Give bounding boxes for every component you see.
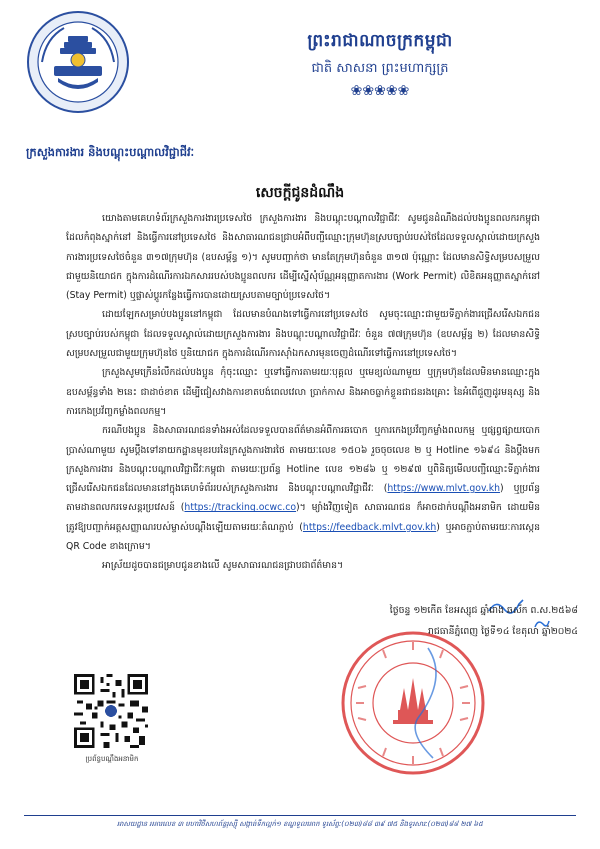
work-permit-term: (Work Permit) — [392, 270, 457, 282]
date-block — [0, 600, 578, 642]
kingdom-header — [160, 30, 600, 99]
header-ornament: ❀❀❀❀❀ — [350, 83, 410, 99]
ministry-logo — [24, 8, 132, 116]
ministry-name: ក្រសួងការងារ និងបណ្តុះបណ្តាលវិជ្ជាជីវៈ — [26, 145, 195, 159]
paragraph-4-end: ) ឬអាចភ្ជាប់តាមរយៈការស្កេន QR Code ខាងក្រោម។ — [66, 521, 540, 553]
kingdom-name: ព្រះរាជាណាចក្រកម្ពុជា — [307, 31, 453, 51]
tracking-link[interactable]: https://tracking.ocwc.co — [184, 502, 297, 514]
paragraph-1-end: ឬផ្លាស់ប្តូរកន្លែងធ្វើការបានដោយស្របតាមច្បាប់ប្រទេសថៃ។ — [129, 290, 331, 302]
hotline-thai: Hotline ១៦៩៤ — [436, 444, 501, 456]
stay-permit-term: (Stay Permit) — [66, 290, 127, 302]
lunar-date: ថ្ងៃចន្ទ ១២កើត ខែអស្សុជ ឆ្នាំរោង ឆស័ក ព.ស.២៥៦៨ — [389, 605, 578, 616]
feedback-link[interactable]: https://feedback.mlvt.gov.kh — [302, 521, 437, 533]
paragraph-5: អាស្រ័យដូចបានជម្រាបជូនខាងលើ សូមសាធារណជនជ្រាបជាព័ត៌មាន។ — [102, 560, 344, 572]
footer-divider — [24, 815, 576, 816]
paragraph-3: ក្រសួងសូមក្រើនរំលឹកដល់បងប្អូន កុំចុះឈ្មោះ ឬទៅធ្វើការតាមរយៈបុគ្គល ឬមេខ្យល់ណាមួយ ឬក្រុមហ៊ុនដែលមិនមានឈ្មោះក្នុងឧបសម្ព័ន្ធទាំង ២នេះ ជាដាច់ខាត ដើម្បីជៀសវាងការខាតបង់ពេលវេលា ប្រាក់កាស និងអាចធ្លាក់ខ្លួនជាជនរងគ្រោះ នៃអំពើជួញដូរមនុស្ស និងការកេងប្រវ័ញ្ចកម្លាំងពលកម្ម។ — [66, 367, 540, 417]
footer-address: អាសយដ្ឋាន អគារលេខ ៣ មហាវិថីសហព័ន្ធរុស្ស៊ី សង្កាត់ទឹកល្អក់១ ខណ្ឌទួលគោក ទូរស័ព្ទ:(០២៣)៨៨ ៣៩ ៧៥ និងទូរសារ:(០២៣)៨៨ ២៧ ៦៥ — [117, 820, 483, 828]
paragraph-2: ដោយឡែកសម្រាប់បងប្អូននៅកម្ពុជា ដែលមានបំណងទៅធ្វើការនៅប្រទេសថៃ សូមចុះឈ្មោះជាមួយទីភ្នាក់ងារជ្រើសរើសឯកជនស្របច្បាប់របស់កម្ពុជា ដែលទទួលស្គាល់ដោយក្រសួងការងារ និងបណ្តុះបណ្តាលវិជ្ជាជីវៈ ចំនួន ៧៧ក្រុមហ៊ុន (ឧបសម្ព័ន្ធ ២) ដែលមានសិទ្ធិសម្របសម្រួលជាមួយក្រុមហ៊ុនថៃ ឬនិយោជក ក្នុងការដំណើរការស៊ាំឯកសារមុនចេញដំណើរទៅធ្វើការនៅប្រទេសថៃ។ — [66, 309, 540, 360]
paragraph-4-start: ករណីបងប្អូន និងសាធារណជនទាំងអស់ដែលទទួលបានព័ត៌មានអំពីការឆបោក ឬការកេងប្រវ័ញ្ចកម្លាំងពលកម្ម ឬផ្សព្វផ្សាយបោកប្រាស់ណាមួយ សូមប្តឹងទៅនាយកដ្ឋានមុខរបរនៃក្រសួងការងារថៃ តាមរយៈលេខ ១៥០៦ រួចចុចលេខ ២ ឬ — [66, 425, 540, 456]
paragraph-1-mid: លិខិតអនុញ្ញាតស្នាក់នៅ — [460, 270, 540, 282]
paragraph-4-mid2: ឬពិនិត្យមើលបញ្ជីឈ្មោះទីភ្នាក់ងារជ្រើសរើសឯកជនដែលមាននៅក្នុងគេហទំព័ររបស់ក្រសួងការងារ និងបណ្តុះបណ្តាលវិជ្ជាជីវៈ ( — [66, 463, 540, 495]
paragraph-4-mid4: )។ ម្យ៉ាងវិញទៀត សាធារណជន ក៏អាចដាក់បណ្តឹងអនាមិក ដោយមិនត្រូវឱ្យបញ្ជាក់អត្តសញ្ញាណរបស់ម្ចាស់បណ្តឹងឡើយតាមរយៈតំណភ្ជាប់ ( — [66, 502, 540, 533]
paragraph-4 — [66, 421, 540, 556]
official-seal — [338, 628, 488, 778]
national-motto: ជាតិ សាសនា ព្រះមហាក្សត្រ — [311, 61, 449, 76]
hotline-cambodia: Hotline លេខ ១២៨៦ ឬ ១២៩៧ — [286, 463, 422, 475]
document-body — [66, 209, 540, 576]
document-title: សេចក្តីជូនដំណឹង — [255, 185, 345, 201]
paragraph-4-mid3: ) ឬប្រព័ន្ធតាមដានពលករទេសន្តរប្រវេសន៍ ( — [66, 483, 540, 514]
paragraph-4-mid1: និងប្តឹងមកក្រសួងការងារ និងបណ្តុះបណ្តាលវិជ្ជាជីវៈកម្ពុជា តាមរយៈប្រព័ន្ធ — [66, 444, 540, 475]
signature-mark — [532, 617, 552, 633]
qr-caption: ប្រព័ន្ធបណ្តឹងអនាមិក — [85, 755, 139, 763]
mlvt-website-link[interactable]: https://www.mlvt.gov.kh — [387, 483, 500, 495]
paragraph-1 — [66, 209, 540, 305]
qr-code[interactable] — [74, 674, 148, 748]
solar-date: រាជធានីភ្នំពេញ ថ្ងៃទី១៤ ខែតុលា ឆ្នាំ២០២៤ — [427, 626, 578, 637]
paragraph-1-text: យោងតាមគេហទំព័រក្រសួងការងារប្រទេសថៃ ក្រសួងការងារ និងបណ្តុះបណ្តាលវិជ្ជាជីវៈ សូមជូនដំណឹងដល់បងប្អូនពលករកម្ពុជាដែលកំពុងស្នាក់នៅ និងធ្វើការនៅប្រទេសថៃ និងសាធារណជនជ្រាបអំពីបញ្ជីឈ្មោះក្រុមហ៊ុនស្របច្បាប់របស់ថៃដែលទទួលស្គាល់ដោយក្រសួងការងារប្រទេសថៃចំនួន ៣១៧ក្រុមហ៊ុន (ឧបសម្ព័ន្ធ ១)។ សូមបញ្ជាក់ថា មានតែក្រុមហ៊ុនចំនួន ៣១៧ ប៉ុណ្ណោះ ដែលមានសិទ្ធិសម្របសម្រួលជាមួយនិយោជក ក្នុងការដំណើរការឯកសាររបស់បងប្អូនពលករ ដើម្បីស្នើសុំប័ណ្ណអនុញ្ញាតការងារ — [66, 213, 540, 282]
